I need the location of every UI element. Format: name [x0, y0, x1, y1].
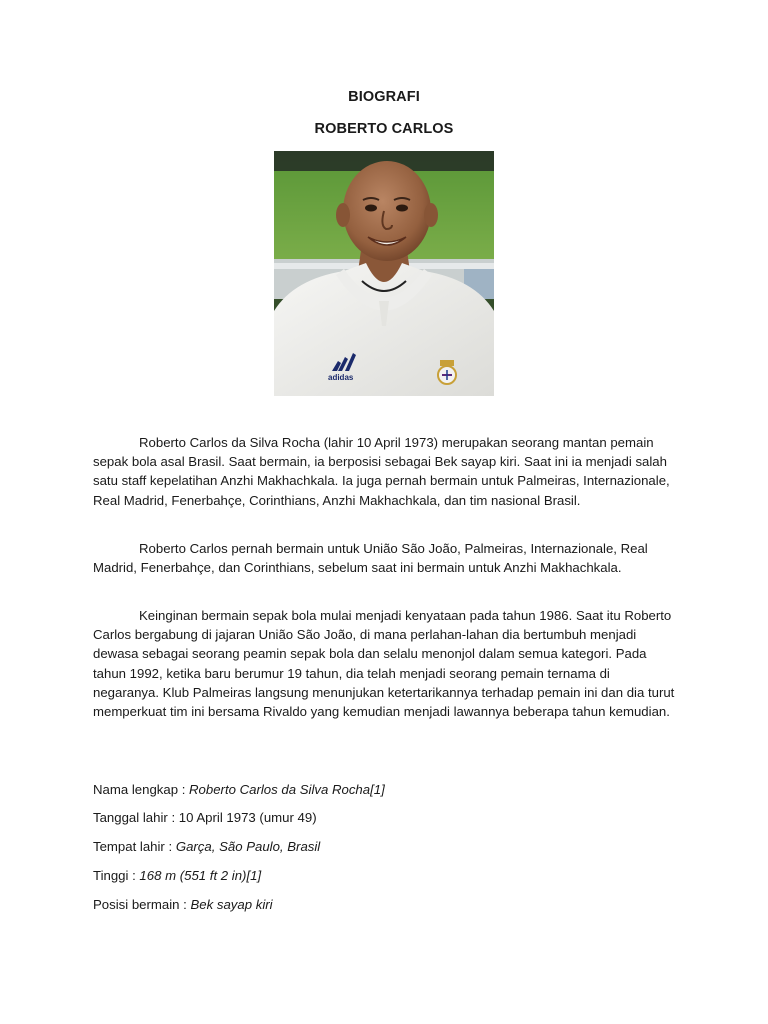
info-label: Tinggi : — [93, 868, 140, 883]
info-birth-place — [93, 837, 320, 856]
portrait-photo — [274, 151, 494, 396]
document-title: BIOGRAFI — [348, 89, 420, 105]
info-label: Nama lengkap : — [93, 782, 190, 797]
svg-text:adidas: adidas — [328, 373, 354, 382]
info-value: 168 m (551 ft 2 in)[1] — [139, 868, 262, 883]
info-label: Tanggal lahir : — [93, 810, 179, 825]
info-height — [93, 866, 261, 885]
info-position — [93, 895, 273, 914]
document-subtitle: ROBERTO CARLOS — [314, 121, 454, 137]
paragraph: Roberto Carlos da Silva Rocha (lahir 10 April 1973) merupakan seorang mantan pemain sepak bola asal Brasil. Saat bermain, ia berposisi sebagai Bek sayap kiri. Saat ini ia menjadi salah satu staff kepelatihan Anzhi Makhachkala. Ia juga pernah bermain untuk Palmeiras, Internazionale, Real Madrid, Fenerbahçe, Corinthians, Anzhi Makhachkala, dan tim nasional Brasil. — [93, 435, 670, 508]
info-value: Bek sayap kiri — [190, 897, 273, 912]
info-full-name — [93, 780, 385, 799]
info-value: Roberto Carlos da Silva Rocha[1] — [189, 782, 385, 797]
info-value: Garça, São Paulo, Brasil — [175, 839, 321, 854]
club-crest-icon — [438, 360, 456, 384]
paragraph: Keinginan bermain sepak bola mulai menjadi kenyataan pada tahun 1986. Saat itu Roberto Carlos bergabung di jajaran União São João, di mana perlahan-lahan dia bertumbuh menjadi dewasa sebagai seorang peamin sepak bola dan selalu menonjol dalam semua kategori. Pada tahun 1992, ketika baru berumur 19 tahun, dia telah menjadi seorang pemain ternama di negaranya. Klub Palmeiras langsung menunjukan ketertarikannya terhadap pemain ini dan dia turut memperkuat tim ini bersama Rivaldo yang kemudian menjadi lawannya beberapa tahun kemudian. — [93, 608, 675, 720]
paragraph: Roberto Carlos pernah bermain untuk União São João, Palmeiras, Internazionale, Real Madrid, Fenerbahçe, dan Corinthians, sebelum saat ini bermain untuk Anzhi Makhachkala. — [93, 541, 648, 576]
info-birth-date — [93, 808, 317, 827]
info-value: 10 April 1973 (umur 49) — [178, 810, 317, 825]
info-label: Posisi bermain : — [93, 897, 191, 912]
info-label: Tempat lahir : — [93, 839, 176, 854]
